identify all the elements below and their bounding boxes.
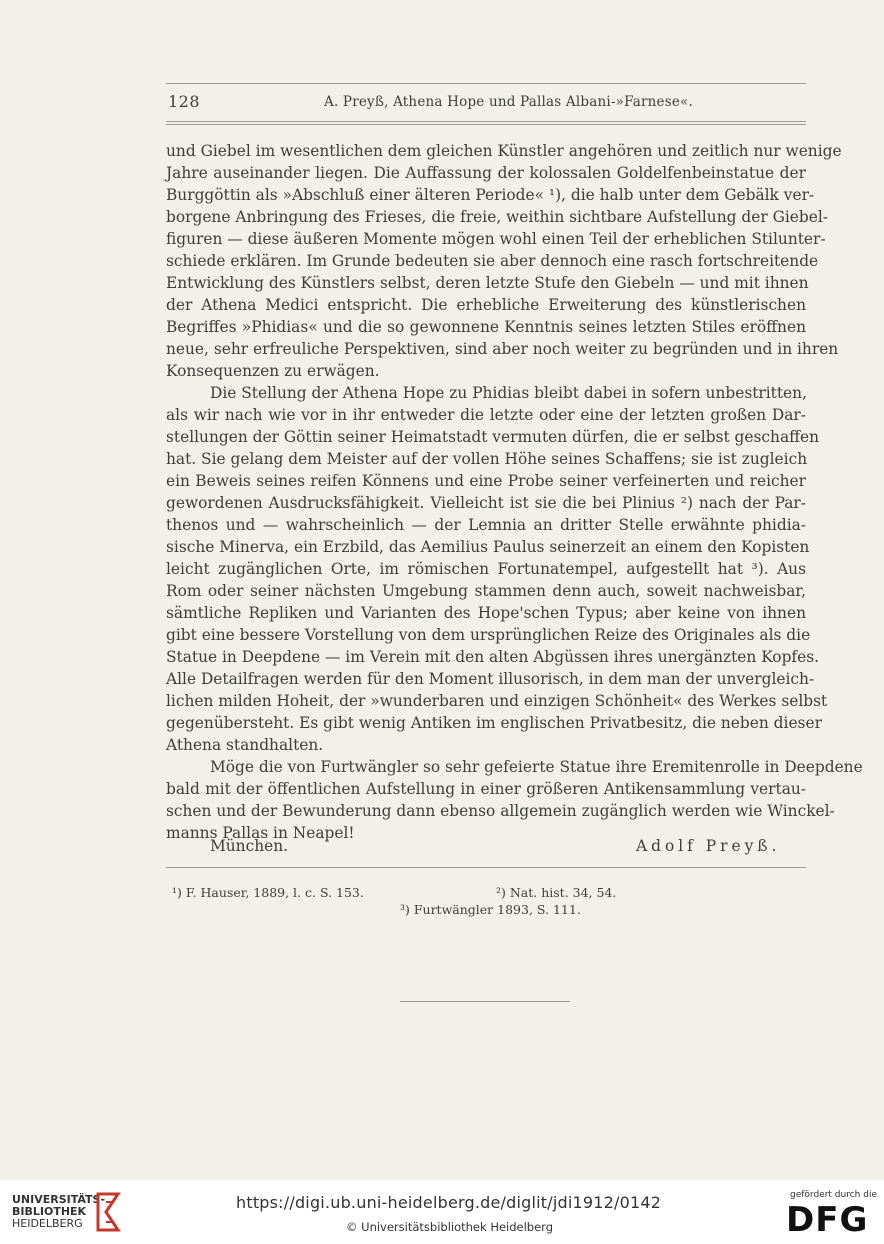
signature-place: München.: [210, 837, 289, 855]
text-line: Begriffes »Phidias« und die so gewonnene Kenntnis seines letzten Stiles eröffnen: [166, 318, 806, 336]
header-bottom-rule-2: [166, 124, 806, 125]
library-logo-icon: [92, 1188, 124, 1236]
text-line: Jahre auseinander liegen. Die Auffassung der kolossalen Goldelfenbeinstatue der: [166, 164, 806, 182]
copyright-text: © Universitätsbibliothek Heidelberg: [346, 1220, 554, 1234]
text-line: figuren — diese äußeren Momente mögen wohl einen Teil der erheblichen Stilunter-: [166, 230, 826, 248]
dfg-logo: DFG: [786, 1200, 869, 1240]
text-line: Die Stellung der Athena Hope zu Phidias bleibt dabei in sofern unbestritten,: [210, 384, 807, 402]
text-line: der Athena Medici entspricht. Die erhebliche Erweiterung des künstlerischen: [166, 296, 806, 314]
text-line: Alle Detailfragen werden für den Moment illusorisch, in dem man der unvergleich-: [166, 670, 815, 688]
footnote-3: ³) Furtwängler 1893, S. 111.: [400, 902, 581, 917]
page-header: [166, 92, 806, 116]
page-number: 128: [168, 92, 201, 111]
signature-author: Adolf Preyß.: [636, 837, 781, 855]
text-line: bald mit der öffentlichen Aufstellung in einer größeren Antikensammlung vertau-: [166, 780, 806, 798]
text-line: und Giebel im wesentlichen dem gleichen Künstler angehören und zeitlich nur wenige: [166, 142, 842, 160]
footnote-rule: [166, 867, 806, 868]
text-line: lichen milden Hoheit, der »wunderbaren und einzigen Schönheit« des Werkes selbst: [166, 692, 828, 710]
text-line: Möge die von Furtwängler so sehr gefeierte Statue ihre Eremitenrolle in Deepdene: [210, 758, 863, 776]
text-line: hat. Sie gelang dem Meister auf der vollen Höhe seines Schaffens; sie ist zugleich: [166, 450, 808, 468]
footer-bar: [0, 1180, 884, 1244]
text-line: borgene Anbringung des Frieses, die freie, weithin sichtbare Aufstellung der Giebel-: [166, 208, 828, 226]
text-line: Konsequenzen zu erwägen.: [166, 362, 380, 380]
text-line: Entwicklung des Künstlers selbst, deren letzte Stufe den Giebeln — und mit ihnen: [166, 274, 809, 292]
library-name-line2: BIBLIOTHEK: [12, 1205, 87, 1218]
funding-label: gefördert durch die: [790, 1190, 877, 1200]
footnote-1: ¹) F. Hauser, 1889, l. c. S. 153.: [172, 885, 364, 900]
text-line: thenos und — wahrscheinlich — der Lemnia an dritter Stelle erwähnte phidia-: [166, 516, 806, 534]
footnote-2: ²) Nat. hist. 34, 54.: [496, 885, 617, 900]
text-line: manns Pallas in Neapel!: [166, 824, 355, 842]
library-name-line1: UNIVERSITÄTS-: [12, 1193, 106, 1206]
text-line: als wir nach wie vor in ihr entweder die letzte oder eine der letzten großen Dar-: [166, 406, 806, 424]
library-name-line3: HEIDELBERG: [12, 1217, 83, 1230]
text-line: Athena standhalten.: [166, 736, 324, 754]
text-line: gewordenen Ausdrucksfähigkeit. Vielleicht ist sie die bei Plinius ²) nach der Par-: [166, 494, 806, 512]
text-line: Burggöttin als »Abschluß einer älteren Periode« ¹), die halb unter dem Gebälk ver-: [166, 186, 815, 204]
text-line: neue, sehr erfreuliche Perspektiven, sind aber noch weiter zu begründen und in ihren: [166, 340, 839, 358]
text-line: gegenübersteht. Es gibt wenig Antiken im englischen Privatbesitz, die neben dieser: [166, 714, 822, 732]
text-line: schen und der Bewunderung dann ebenso allgemein zugänglich werden wie Winckel-: [166, 802, 835, 820]
text-line: sische Minerva, ein Erzbild, das Aemilius Paulus seinerzeit an einem den Kopisten: [166, 538, 810, 556]
text-line: stellungen der Göttin seiner Heimatstadt vermuten dürfen, die er selbst geschaffen: [166, 428, 820, 446]
text-line: Statue in Deepdene — im Verein mit den alten Abgüssen ihres unergänzten Kopfes.: [166, 648, 820, 666]
end-rule: [400, 1001, 570, 1002]
text-line: gibt eine bessere Vorstellung von dem ursprünglichen Reize des Originales als die: [166, 626, 811, 644]
text-line: Rom oder seiner nächsten Umgebung stammen denn auch, soweit nachweisbar,: [166, 582, 806, 600]
text-line: leicht zugänglichen Orte, im römischen Fortunatempel, aufgestellt hat ³). Aus: [166, 560, 806, 578]
text-line: ein Beweis seines reifen Könnens und eine Probe seiner verfeinerten und reicher: [166, 472, 806, 490]
header-top-rule: [166, 83, 806, 84]
text-line: sämtliche Repliken und Varianten des Hope'schen Typus; aber keine von ihnen: [166, 604, 806, 622]
permalink-url[interactable]: https://digi.ub.uni-heidelberg.de/diglit/jdi1912/0142: [236, 1193, 662, 1212]
running-title: A. Preyß, Athena Hope und Pallas Albani-»Farnese«.: [324, 94, 694, 110]
text-line: schiede erklären. Im Grunde bedeuten sie aber dennoch eine rasch fortschreitende: [166, 252, 819, 270]
header-bottom-rule: [166, 121, 806, 122]
